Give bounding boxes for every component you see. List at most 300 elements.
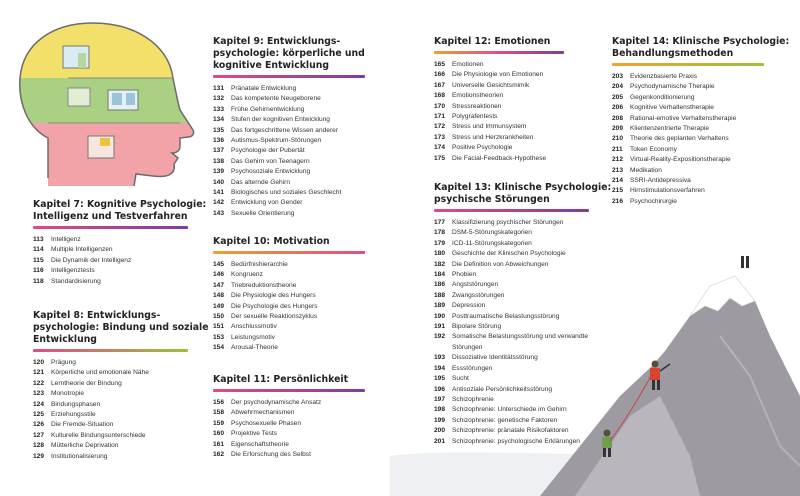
toc-entry[interactable] bbox=[612, 93, 764, 103]
page-number: 132 bbox=[213, 95, 225, 103]
toc-entry[interactable] bbox=[213, 398, 365, 408]
toc-entry[interactable] bbox=[434, 154, 564, 164]
toc-entry[interactable] bbox=[213, 157, 365, 167]
toc-entry[interactable] bbox=[213, 94, 365, 104]
entry-list bbox=[434, 218, 589, 447]
page-number: 145 bbox=[213, 261, 225, 268]
entry-title: Erziehungsstile bbox=[51, 411, 96, 419]
chapter-prefix: Kapitel 13: bbox=[434, 182, 492, 193]
page-number: 150 bbox=[213, 313, 225, 321]
entry-title: Posttraumatische Belastungsstörung bbox=[452, 312, 560, 320]
chapter-title-line2: Behandlungsmethoden bbox=[612, 48, 734, 59]
toc-entry[interactable] bbox=[213, 333, 365, 343]
entry-title: Arousal-Theorie bbox=[231, 344, 278, 352]
toc-entry[interactable] bbox=[434, 81, 564, 91]
toc-entry[interactable] bbox=[434, 133, 564, 143]
page-number: 151 bbox=[213, 323, 225, 331]
page-number: 121 bbox=[33, 369, 45, 377]
toc-entry[interactable] bbox=[33, 358, 188, 368]
chapter-title-line2: psychologie: Bindung und soziale bbox=[33, 322, 209, 333]
chapter-8 bbox=[33, 310, 209, 462]
entry-title: Abwehrmechanismen bbox=[231, 409, 295, 417]
entry-title: Schizophrenie bbox=[452, 395, 494, 403]
toc-entry[interactable] bbox=[612, 82, 764, 92]
entry-title: Lerntheorie der Bindung bbox=[51, 379, 122, 387]
page-number: 153 bbox=[213, 333, 225, 341]
toc-entry[interactable] bbox=[434, 260, 589, 270]
toc-entry[interactable] bbox=[434, 385, 589, 395]
toc-entry[interactable] bbox=[434, 112, 564, 122]
toc-entry[interactable] bbox=[213, 450, 365, 460]
chapter-title bbox=[213, 374, 365, 386]
page-number: 198 bbox=[434, 406, 446, 414]
entry-title: SSRI-Antidepressiva bbox=[630, 177, 691, 185]
toc-entry[interactable] bbox=[33, 410, 188, 420]
page-number: 203 bbox=[612, 73, 624, 80]
page-number: 143 bbox=[213, 209, 225, 217]
toc-entry[interactable] bbox=[213, 209, 365, 219]
toc-entry[interactable] bbox=[434, 405, 589, 415]
chapter-title-line1: Klinische Psychologie: bbox=[672, 36, 790, 47]
toc-entry[interactable] bbox=[213, 429, 365, 439]
toc-entry[interactable] bbox=[434, 364, 589, 374]
entry-title: Psychodynamische Therapie bbox=[630, 83, 715, 91]
entry-title: Klientenzentrierte Therapie bbox=[630, 125, 710, 133]
page-number: 216 bbox=[612, 197, 624, 205]
entry-title: Somatische Belastungsstörung und verwandte Störungen bbox=[452, 333, 588, 351]
chapter-divider bbox=[434, 51, 564, 54]
entry-title: Die Dynamik der Intelligenz bbox=[51, 256, 132, 264]
entry-title: Token Economy bbox=[630, 145, 677, 153]
entry-title: Autismus-Spektrum-Störungen bbox=[231, 137, 322, 145]
toc-entry[interactable] bbox=[434, 239, 589, 249]
toc-entry[interactable] bbox=[434, 332, 589, 353]
page-number: 167 bbox=[434, 81, 446, 89]
chapter-title bbox=[213, 36, 365, 72]
toc-entry[interactable] bbox=[434, 374, 589, 384]
page-number: 190 bbox=[434, 312, 446, 320]
page-number: 154 bbox=[213, 344, 225, 352]
entry-title: Triebreduktionstheorie bbox=[231, 281, 297, 289]
entry-title: Stressreaktionen bbox=[452, 102, 502, 110]
entry-title: Evidenzbasierte Praxis bbox=[630, 73, 698, 80]
entry-title: Essstörungen bbox=[452, 364, 493, 372]
page-number: 160 bbox=[213, 430, 225, 438]
toc-entry[interactable] bbox=[612, 124, 764, 134]
page-number: 131 bbox=[213, 85, 225, 92]
toc-entry[interactable] bbox=[33, 256, 188, 266]
page-number: 148 bbox=[213, 292, 225, 300]
entry-title: Stress und Immunsystem bbox=[452, 123, 527, 131]
page-number: 197 bbox=[434, 395, 446, 403]
toc-entry[interactable] bbox=[213, 343, 365, 353]
chapter-prefix: Kapitel 9: bbox=[213, 36, 264, 47]
toc-entry[interactable] bbox=[213, 440, 365, 450]
chapter-prefix: Kapitel 10: bbox=[213, 236, 271, 247]
page-number: 168 bbox=[434, 92, 446, 100]
toc-entry[interactable] bbox=[213, 408, 365, 418]
toc-entry[interactable] bbox=[213, 322, 365, 332]
chapter-title bbox=[33, 199, 207, 223]
entry-title: Die Physiologie des Hungers bbox=[231, 292, 316, 300]
page-number: 191 bbox=[434, 323, 446, 331]
page-number: 159 bbox=[213, 419, 225, 427]
entry-list bbox=[33, 358, 188, 462]
entry-title: Mütterliche Deprivation bbox=[51, 442, 119, 450]
page-number: 189 bbox=[434, 302, 446, 310]
toc-entry[interactable] bbox=[213, 270, 365, 280]
toc-entry[interactable] bbox=[33, 277, 188, 287]
entry-title: Virtual-Reality-Expositionstherapie bbox=[630, 156, 731, 164]
toc-entry[interactable] bbox=[33, 441, 188, 451]
page-number: 141 bbox=[213, 189, 225, 197]
page-number: 208 bbox=[612, 114, 624, 122]
entry-title: Psychosoziale Entwicklung bbox=[231, 168, 311, 176]
entry-title: Standardisierung bbox=[51, 277, 101, 285]
entry-title: Das alternde Gehirn bbox=[231, 178, 291, 186]
chapter-divider bbox=[612, 63, 764, 66]
toc-entry[interactable] bbox=[213, 146, 365, 156]
entry-list bbox=[213, 84, 365, 219]
toc-entry[interactable] bbox=[434, 291, 589, 301]
chapter-14 bbox=[612, 36, 790, 207]
entry-title: Rational-emotive Verhaltenstherapie bbox=[630, 114, 737, 122]
toc-entry[interactable] bbox=[434, 102, 564, 112]
entry-title: Schizophrenie: pränatale Risikofaktoren bbox=[452, 427, 569, 435]
entry-title: Frühe Gehirnentwicklung bbox=[231, 105, 305, 113]
toc-entry[interactable] bbox=[612, 72, 764, 82]
entry-title: Gegenkonditionierung bbox=[630, 93, 695, 101]
entry-title: Das fortgeschrittene Wissen anderer bbox=[231, 126, 339, 134]
toc-entry[interactable] bbox=[33, 245, 188, 255]
entry-title: DSM-5-Störungskategorien bbox=[452, 229, 532, 237]
page-number: 126 bbox=[33, 421, 45, 429]
entry-title: Hirnstimulationsverfahren bbox=[630, 187, 705, 195]
page-number: 193 bbox=[434, 354, 446, 362]
page-number: 161 bbox=[213, 440, 225, 448]
entry-title: Biologisches und soziales Geschlecht bbox=[231, 189, 342, 197]
page-number: 199 bbox=[434, 416, 446, 424]
page-number: 182 bbox=[434, 260, 446, 268]
toc-entry[interactable] bbox=[213, 312, 365, 322]
entry-title: Dissoziative Identitätsstörung bbox=[452, 354, 538, 362]
chapter-13 bbox=[434, 182, 612, 447]
page-number: 156 bbox=[213, 399, 225, 406]
page-number: 213 bbox=[612, 166, 624, 174]
toc-entry[interactable] bbox=[213, 198, 365, 208]
entry-title: Der sexuelle Reaktionszyklus bbox=[231, 313, 318, 321]
climber-summit-icon bbox=[733, 256, 758, 268]
entry-title: Bedürfnishierarchie bbox=[231, 261, 288, 268]
toc-entry[interactable] bbox=[612, 114, 764, 124]
page-number: 127 bbox=[33, 431, 45, 439]
page-number: 125 bbox=[33, 411, 45, 419]
entry-title: Kulturelle Bindungsunterschiede bbox=[51, 431, 146, 439]
entry-title: Psychosexuelle Phasen bbox=[231, 419, 302, 427]
toc-entry[interactable] bbox=[434, 301, 589, 311]
page-number: 114 bbox=[33, 246, 44, 254]
toc-entry[interactable] bbox=[33, 452, 188, 462]
toc-entry[interactable] bbox=[33, 379, 188, 389]
chapter-9 bbox=[213, 36, 365, 219]
entry-title: Pränatale Entwicklung bbox=[231, 85, 297, 92]
entry-title: Psychochirurgie bbox=[630, 197, 677, 205]
toc-entry[interactable] bbox=[213, 419, 365, 429]
toc-entry[interactable] bbox=[434, 312, 589, 322]
page-number: 134 bbox=[213, 116, 225, 124]
toc-entry[interactable] bbox=[33, 235, 188, 245]
entry-title: Antisoziale Persönlichkeitsstörung bbox=[452, 385, 553, 393]
page-number: 188 bbox=[434, 291, 446, 299]
chapter-title-line1: Entwicklungs- bbox=[266, 36, 341, 47]
entry-title: Geschichte der Klinischen Psychologie bbox=[452, 250, 566, 258]
entry-title: Monotropie bbox=[51, 390, 84, 398]
page-number: 140 bbox=[213, 178, 225, 186]
entry-title: Sexuelle Orientierung bbox=[231, 209, 295, 217]
page-number: 209 bbox=[612, 125, 624, 133]
entry-title: Angststörungen bbox=[452, 281, 499, 289]
page-number: 135 bbox=[213, 126, 225, 134]
page-number: 206 bbox=[612, 104, 624, 112]
entry-title: Phobien bbox=[452, 271, 477, 279]
toc-entry[interactable] bbox=[434, 249, 589, 259]
entry-list bbox=[434, 60, 564, 164]
chapter-10 bbox=[213, 236, 365, 354]
page-number: 146 bbox=[213, 271, 225, 279]
page-number: 194 bbox=[434, 364, 446, 372]
toc-entry[interactable] bbox=[33, 368, 188, 378]
toc-entry[interactable] bbox=[213, 115, 365, 125]
entry-title: Universelle Gesichtsmimik bbox=[452, 81, 530, 89]
chapter-title-line2: Intelligenz und Testverfahren bbox=[33, 211, 188, 222]
toc-entry[interactable] bbox=[33, 431, 188, 441]
page-number: 200 bbox=[434, 427, 446, 435]
toc-entry[interactable] bbox=[434, 91, 564, 101]
entry-title: ICD-11-Störungskategorien bbox=[452, 239, 532, 247]
entry-title: Stress und Herzkrankheiten bbox=[452, 133, 534, 141]
toc-entry[interactable] bbox=[213, 281, 365, 291]
chapter-title-line1: Persönlichkeit bbox=[273, 374, 349, 385]
page-number: 173 bbox=[434, 133, 446, 141]
toc-entry[interactable] bbox=[213, 260, 365, 270]
toc-entry[interactable] bbox=[434, 280, 589, 290]
page-number: 175 bbox=[434, 154, 446, 162]
chapter-divider bbox=[213, 251, 365, 254]
chapter-title-line1: Entwicklungs- bbox=[86, 310, 161, 321]
entry-title: Multiple Intelligenzen bbox=[51, 246, 113, 254]
chapter-divider bbox=[33, 349, 188, 352]
chapter-title bbox=[213, 236, 365, 248]
toc-entry[interactable] bbox=[33, 420, 188, 430]
toc-entry[interactable] bbox=[612, 134, 764, 144]
entry-title: Kognitive Verhaltenstherapie bbox=[630, 104, 714, 112]
page-number: 128 bbox=[33, 442, 45, 450]
toc-entry[interactable] bbox=[434, 122, 564, 132]
entry-title: Emotionen bbox=[452, 61, 484, 68]
page-number: 180 bbox=[434, 250, 446, 258]
toc-entry[interactable] bbox=[213, 178, 365, 188]
page-number: 166 bbox=[434, 71, 446, 79]
entry-title: Medikation bbox=[630, 166, 662, 174]
entry-title: Schizophrenie: psychologische Erklärungen bbox=[452, 437, 580, 445]
toc-entry[interactable] bbox=[434, 270, 589, 280]
entry-title: Positive Psychologie bbox=[452, 144, 513, 152]
toc-entry[interactable] bbox=[434, 143, 564, 153]
toc-entry[interactable] bbox=[213, 84, 365, 94]
toc-entry[interactable] bbox=[612, 166, 764, 176]
entry-list bbox=[612, 72, 764, 207]
page-number: 192 bbox=[434, 333, 446, 341]
entry-title: Der psychodynamische Ansatz bbox=[231, 399, 322, 406]
toc-entry[interactable] bbox=[612, 176, 764, 186]
toc-entry[interactable] bbox=[213, 167, 365, 177]
page-number: 129 bbox=[33, 452, 45, 460]
entry-title: Entwicklung von Gender bbox=[231, 199, 303, 207]
entry-title: Zwangsstörungen bbox=[452, 291, 505, 299]
page-number: 165 bbox=[434, 61, 446, 68]
chapter-title-line1: Kognitive Psychologie: bbox=[86, 199, 207, 210]
page-number: 122 bbox=[33, 379, 45, 387]
page-number: 195 bbox=[434, 375, 446, 383]
page-number: 120 bbox=[33, 359, 45, 366]
chapter-7 bbox=[33, 199, 207, 287]
page-number: 138 bbox=[213, 157, 225, 165]
toc-entry[interactable] bbox=[612, 155, 764, 165]
entry-title: Klassifizierung psychischer Störungen bbox=[452, 219, 564, 226]
page-number: 178 bbox=[434, 229, 446, 237]
entry-title: Depression bbox=[452, 302, 486, 310]
page-number: 204 bbox=[612, 83, 624, 91]
entry-title: Theorie des geplanten Verhaltens bbox=[630, 135, 729, 143]
head-illustration bbox=[8, 18, 208, 188]
page-number: 124 bbox=[33, 400, 45, 408]
toc-entry[interactable] bbox=[434, 228, 589, 238]
toc-entry[interactable] bbox=[434, 60, 564, 70]
chapter-title bbox=[612, 36, 790, 60]
entry-title: Psychologie der Pubertät bbox=[231, 147, 305, 155]
toc-entry[interactable] bbox=[213, 136, 365, 146]
chapter-divider bbox=[33, 226, 188, 229]
chapter-prefix: Kapitel 14: bbox=[612, 36, 670, 47]
entry-title: Die Definition von Abweichungen bbox=[452, 260, 549, 268]
toc-entry[interactable] bbox=[33, 266, 188, 276]
chapter-prefix: Kapitel 11: bbox=[213, 374, 271, 385]
toc-entry[interactable] bbox=[612, 197, 764, 207]
entry-title: Projektive Tests bbox=[231, 430, 278, 438]
page-number: 162 bbox=[213, 451, 225, 459]
page-number: 211 bbox=[612, 145, 623, 153]
chapter-title bbox=[434, 182, 612, 206]
chapter-title-line3: kognitive Entwicklung bbox=[213, 60, 329, 71]
toc-entry[interactable] bbox=[434, 70, 564, 80]
page-number: 118 bbox=[33, 277, 44, 285]
page-number: 179 bbox=[434, 239, 446, 247]
page-number: 142 bbox=[213, 199, 225, 207]
entry-title: Institutionalisierung bbox=[51, 452, 108, 460]
entry-title: Leistungsmotiv bbox=[231, 333, 275, 341]
toc-entry[interactable] bbox=[434, 437, 589, 447]
entry-title: Stufen der kognitiven Entwicklung bbox=[231, 116, 330, 124]
entry-title: Emotionstheorien bbox=[452, 92, 504, 100]
toc-entry[interactable] bbox=[213, 188, 365, 198]
page-number: 172 bbox=[434, 123, 446, 131]
toc-entry[interactable] bbox=[213, 291, 365, 301]
page-number: 136 bbox=[213, 137, 225, 145]
chapter-divider bbox=[213, 389, 365, 392]
toc-entry[interactable] bbox=[434, 322, 589, 332]
toc-entry[interactable] bbox=[213, 105, 365, 115]
toc-entry[interactable] bbox=[612, 103, 764, 113]
entry-title: Intelligenz bbox=[51, 236, 81, 243]
toc-entry[interactable] bbox=[213, 302, 365, 312]
chapter-title bbox=[33, 310, 209, 346]
toc-entry[interactable] bbox=[434, 353, 589, 363]
entry-title: Sucht bbox=[452, 375, 469, 383]
entry-title: Die Fremde-Situation bbox=[51, 421, 114, 429]
entry-title: Das kompetente Neugeborene bbox=[231, 95, 321, 103]
page-number: 147 bbox=[213, 281, 225, 289]
toc-entry[interactable] bbox=[434, 416, 589, 426]
toc-entry[interactable] bbox=[434, 218, 589, 228]
chapter-prefix: Kapitel 8: bbox=[33, 310, 84, 321]
toc-entry[interactable] bbox=[434, 395, 589, 405]
entry-title: Die Facial-Feedback-Hypothese bbox=[452, 154, 547, 162]
chapter-title bbox=[434, 36, 564, 48]
entry-title: Anschlussmotiv bbox=[231, 323, 277, 331]
entry-title: Die Erforschung des Selbst bbox=[231, 451, 311, 459]
chapter-title-line1: Motivation bbox=[273, 236, 330, 247]
entry-title: Körperliche und emotionale Nähe bbox=[51, 369, 149, 377]
toc-entry[interactable] bbox=[213, 126, 365, 136]
page-number: 205 bbox=[612, 93, 624, 101]
page-number: 186 bbox=[434, 281, 446, 289]
toc-entry[interactable] bbox=[33, 389, 188, 399]
page-number: 123 bbox=[33, 390, 45, 398]
entry-list bbox=[213, 398, 365, 460]
toc-entry[interactable] bbox=[33, 400, 188, 410]
entry-list bbox=[213, 260, 365, 354]
page-number: 174 bbox=[434, 144, 446, 152]
page-number: 171 bbox=[434, 113, 446, 121]
page-number: 139 bbox=[213, 168, 225, 176]
entry-title: Schizophrenie: genetische Faktoren bbox=[452, 416, 558, 424]
entry-title: Eigenschaftstheorie bbox=[231, 440, 289, 448]
page-number: 158 bbox=[213, 409, 225, 417]
entry-list bbox=[33, 235, 188, 287]
toc-entry[interactable] bbox=[612, 145, 764, 155]
page-number: 113 bbox=[33, 236, 44, 243]
chapter-divider bbox=[213, 75, 365, 78]
chapter-divider bbox=[434, 209, 589, 212]
entry-title: Kongruenz bbox=[231, 271, 263, 279]
toc-entry[interactable] bbox=[434, 426, 589, 436]
chapter-title-line1: Emotionen bbox=[494, 36, 551, 47]
entry-title: Bipolare Störung bbox=[452, 323, 502, 331]
entry-title: Prägung bbox=[51, 359, 76, 366]
page-number: 196 bbox=[434, 385, 446, 393]
chapter-prefix: Kapitel 12: bbox=[434, 36, 492, 47]
page-number: 184 bbox=[434, 271, 446, 279]
entry-title: Die Physiologie von Emotionen bbox=[452, 71, 544, 79]
chapter-prefix: Kapitel 7: bbox=[33, 199, 84, 210]
chapter-title-line1: Klinische Psychologie: bbox=[494, 182, 612, 193]
entry-title: Bindungsphasen bbox=[51, 400, 101, 408]
toc-entry[interactable] bbox=[612, 186, 764, 196]
page-number: 170 bbox=[434, 102, 446, 110]
chapter-11 bbox=[213, 374, 365, 460]
entry-title: Intelligenztests bbox=[51, 267, 95, 275]
entry-title: Polygrafentests bbox=[452, 113, 498, 121]
